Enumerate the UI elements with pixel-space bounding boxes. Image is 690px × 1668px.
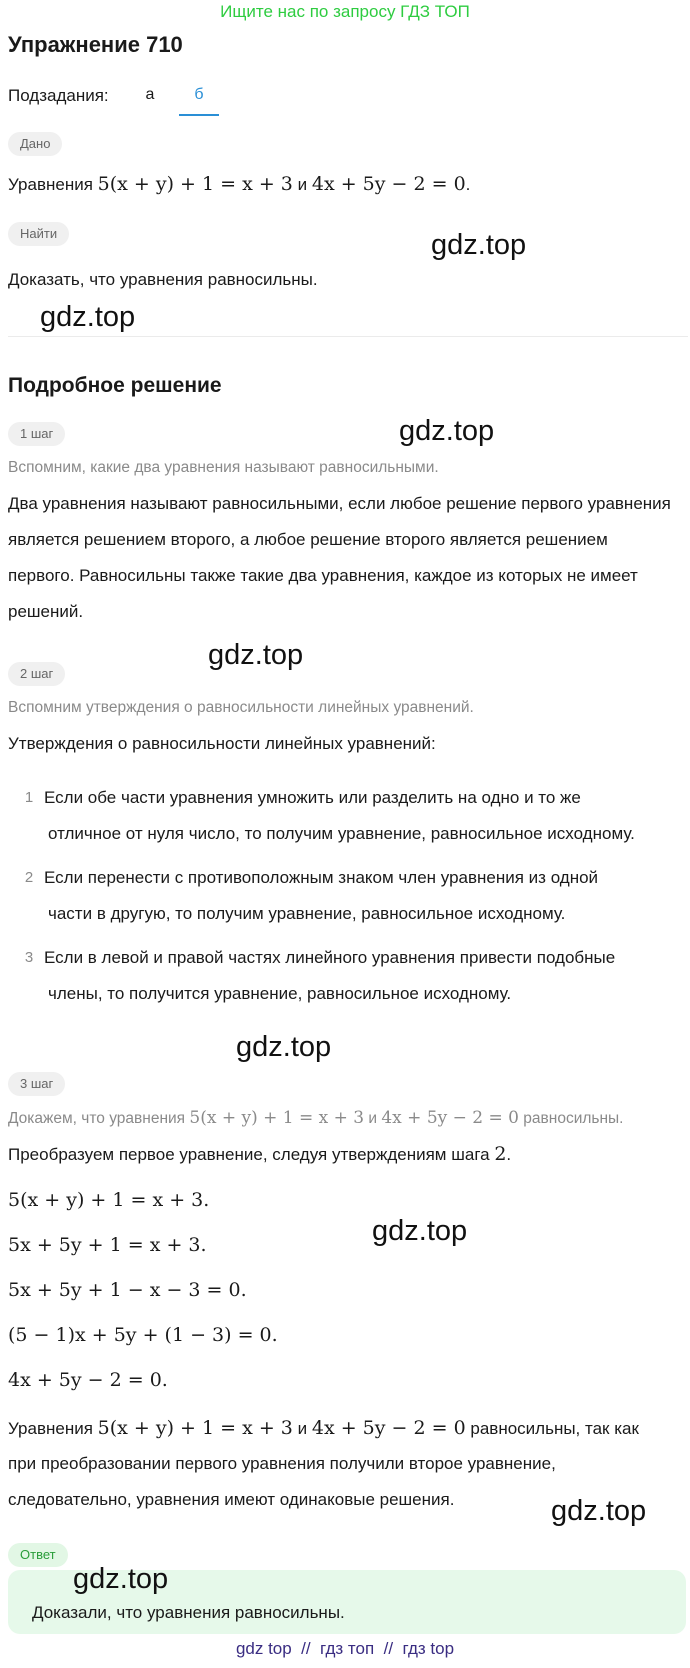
tab-b[interactable]: б — [179, 80, 219, 116]
conclusion-rest: равносильны, так как — [465, 1419, 639, 1438]
step3-hint-eq2: 4x + 5y − 2 = 0 — [381, 1108, 519, 1128]
list-item-line: Если перенести с противоположным знаком член уравнения из одной — [44, 868, 599, 887]
equation-line: 5x + 5y + 1 = x + 3. — [8, 1234, 207, 1256]
list-item-line: Если обе части уравнения умножить или разделить на одно и то же — [44, 788, 581, 807]
page-title: Упражнение 710 — [8, 32, 183, 57]
step3-transform-suffix: . — [506, 1145, 512, 1164]
list-item-line: части в другую, то получим уравнение, равносильное исходному. — [48, 904, 566, 923]
list-item-number: 3 — [24, 949, 34, 966]
step3-transform — [8, 1136, 688, 1173]
watermark: gdz.top — [236, 1031, 332, 1063]
given-eq1: 5(x + y) + 1 = x + 3 — [97, 173, 293, 195]
conclusion-prefix: Уравнения — [8, 1419, 98, 1438]
step3-hint-prefix: Докажем, что уравнения — [8, 1110, 190, 1127]
watermark: gdz.top — [73, 1563, 169, 1595]
conclusion-eq1: 5(x + y) + 1 = x + 3 — [97, 1417, 293, 1439]
watermark: gdz.top — [431, 229, 527, 261]
watermark: gdz.top — [551, 1495, 647, 1527]
conclusion-eq2: 4x + 5y − 2 = 0 — [311, 1417, 466, 1439]
answer-text: Доказали, что уравнения равносильны. — [32, 1603, 345, 1622]
find-tag: Найти — [8, 222, 69, 246]
equation-line: 5x + 5y + 1 − x − 3 = 0. — [8, 1279, 247, 1301]
step3-transform-num: 2 — [494, 1143, 507, 1165]
step3-hint-suffix: равносильны. — [518, 1110, 624, 1127]
answer-tag: Ответ — [8, 1543, 68, 1567]
divider — [8, 336, 688, 337]
step1-text: Два уравнения называют равносильными, если любое решение первого уравнения является решением второго, а любое решение второго является решением первого. Равносильны также такие два уравнения, каждое из которых не имеет решений. — [8, 494, 671, 621]
step2-hint: Вспомним утверждения о равносильности линейных уравнений. — [8, 699, 474, 716]
given-prefix: Уравнения — [8, 175, 98, 194]
equation-line: 4x + 5y − 2 = 0. — [8, 1369, 168, 1391]
step3-transform-prefix: Преобразуем первое уравнение, следуя утверждениям шага — [8, 1145, 495, 1164]
step3-tag: 3 шаг — [8, 1072, 65, 1096]
conclusion-line: следовательно, уравнения имеют одинаковые решения. — [8, 1490, 455, 1509]
given-suffix: . — [465, 175, 471, 194]
find-text: Доказать, что уравнения равносильны. — [8, 270, 318, 289]
step2-intro: Утверждения о равносильности линейных уравнений: — [8, 734, 436, 753]
equation-line: (5 − 1)x + 5y + (1 − 3) = 0. — [8, 1324, 278, 1346]
subtasks-label: Подзадания: — [8, 86, 109, 105]
given-conj: и — [292, 175, 312, 194]
tab-a[interactable]: а — [145, 86, 155, 103]
conclusion-line — [8, 1410, 688, 1447]
step2-tag: 2 шаг — [8, 662, 65, 686]
list-item-number: 1 — [24, 789, 34, 806]
given-eq2: 4x + 5y − 2 = 0 — [311, 173, 466, 195]
step3-hint-conj: и — [364, 1110, 382, 1127]
solution-title: Подробное решение — [8, 374, 222, 397]
watermark: gdz.top — [372, 1215, 468, 1247]
list-item-line: отличное от нуля число, то получим уравнение, равносильное исходному. — [48, 824, 635, 843]
list-item-line: члены, то получится уравнение, равносильное исходному. — [48, 984, 512, 1003]
equation-line: 5(x + y) + 1 = x + 3. — [8, 1189, 210, 1211]
step1-tag: 1 шаг — [8, 422, 65, 446]
step3-hint — [8, 1106, 688, 1131]
conclusion-line: при преобразовании первого уравнения получили второе уравнение, — [8, 1454, 556, 1473]
list-item-line: Если в левой и правой частях линейного уравнения привести подобные — [44, 948, 616, 967]
watermark: gdz.top — [399, 415, 495, 447]
watermark: gdz.top — [208, 639, 304, 671]
footer-links[interactable]: gdz top // гдз топ // гдз top — [235, 1639, 455, 1658]
promo-banner[interactable]: Ищите нас по запросу ГДЗ ТОП — [220, 2, 470, 21]
list-item-number: 2 — [24, 869, 34, 886]
step3-hint-eq1: 5(x + y) + 1 = x + 3 — [189, 1108, 365, 1128]
given-tag: Дано — [8, 132, 62, 156]
given-text — [8, 166, 688, 203]
watermark: gdz.top — [40, 301, 136, 333]
conclusion-conj: и — [292, 1419, 312, 1438]
step1-hint: Вспомним, какие два уравнения называют равносильными. — [8, 459, 439, 476]
